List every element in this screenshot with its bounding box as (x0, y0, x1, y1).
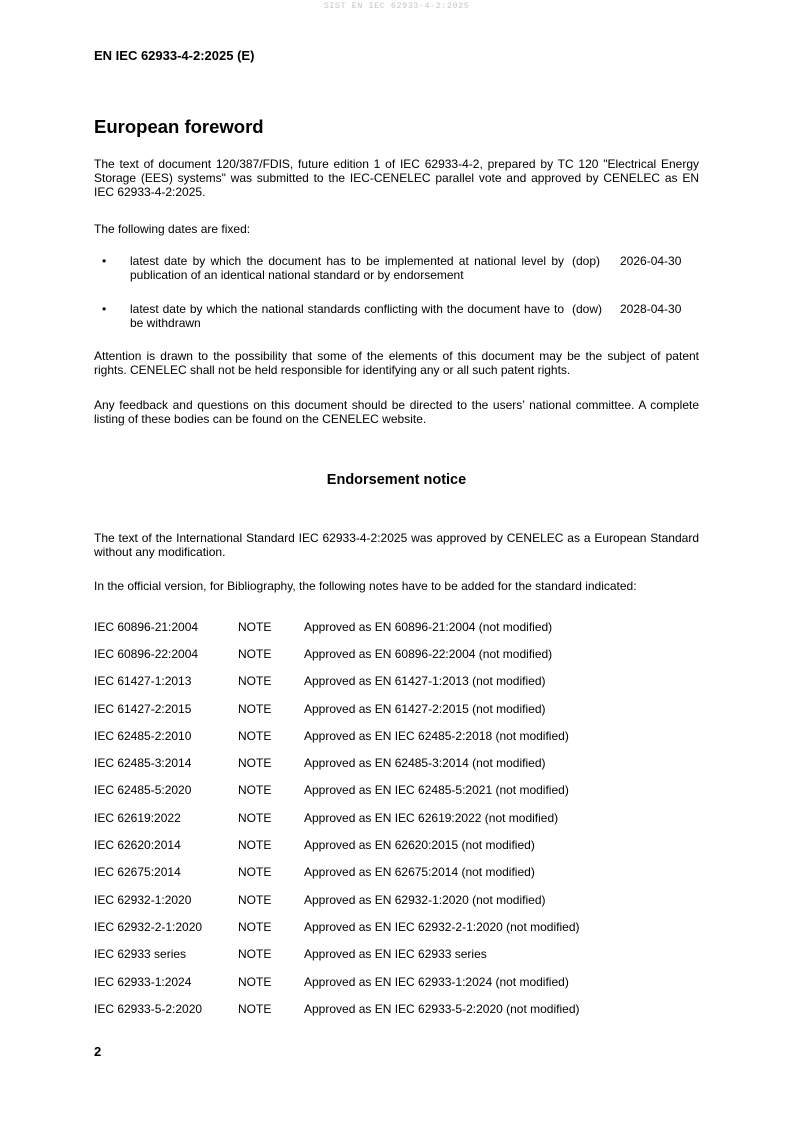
date-item-date: 2028-04-30 (620, 302, 682, 316)
table-row (94, 722, 580, 749)
table-row (94, 913, 580, 940)
standard-ref: IEC 62620:2014 (94, 838, 181, 853)
date-item-code: (dow) (572, 302, 603, 316)
endorsement-text: The text of the International Standard IEC 62933-4-2:2025 was approved by CENELEC as a European Standard without any modification. (94, 531, 699, 559)
note-label: NOTE (238, 892, 272, 907)
note-label: NOTE (238, 646, 272, 661)
note-label: NOTE (238, 701, 272, 716)
note-text: Approved as EN 62675:2014 (not modified) (304, 865, 535, 880)
standard-ref: IEC 62932-1:2020 (94, 892, 192, 907)
standard-ref: IEC 62933-1:2024 (94, 974, 192, 989)
table-row (94, 831, 580, 858)
page-number: 2 (94, 1044, 102, 1059)
note-label: NOTE (238, 865, 272, 880)
date-item-code: (dop) (572, 254, 601, 268)
note-label: NOTE (238, 838, 272, 853)
standard-ref: IEC 62932-2-1:2020 (94, 919, 203, 934)
standard-ref: IEC 60896-22:2004 (94, 646, 199, 661)
note-label: NOTE (238, 919, 272, 934)
note-text: Approved as EN IEC 62933-5-2:2020 (not modified) (304, 1001, 580, 1016)
note-label: NOTE (238, 974, 272, 989)
note-text: Approved as EN IEC 62485-2:2018 (not modified) (304, 728, 569, 743)
table-row (94, 968, 580, 995)
note-text: Approved as EN 62485-3:2014 (not modified) (304, 756, 546, 771)
note-text: Approved as EN IEC 62619:2022 (not modified) (304, 810, 559, 825)
standard-ref: IEC 62933 series (94, 947, 187, 962)
endorsement-title: Endorsement notice (326, 472, 467, 488)
date-item-text: latest date by which the document has to be implemented at national level by publication of an identical national standard or by endorsement (130, 254, 564, 282)
note-label: NOTE (238, 810, 272, 825)
standard-ref: IEC 60896-21:2004 (94, 619, 199, 634)
note-text: Approved as EN 60896-21:2004 (not modified) (304, 619, 553, 634)
table-row (94, 859, 580, 886)
watermark: SIST EN IEC 62933-4-2:2025 (323, 1, 470, 11)
note-text: Approved as EN IEC 62485-5:2021 (not modified) (304, 783, 569, 798)
table-row (94, 804, 580, 831)
table-row (94, 941, 580, 968)
note-text: Approved as EN 61427-2:2015 (not modified) (304, 701, 546, 716)
standard-ref: IEC 61427-1:2013 (94, 674, 192, 689)
note-text: Approved as EN 62620:2015 (not modified) (304, 838, 535, 853)
foreword-intro: The text of document 120/387/FDIS, future edition 1 of IEC 62933-4-2, prepared by TC 120 "Electrical Energy Storage (EES) systems" was submitted to the IEC-CENELEC parallel vote and approved by CENELEC as EN IEC 62933-4-2:2025. (94, 157, 699, 199)
standard-ref: IEC 62485-2:2010 (94, 728, 192, 743)
bibliography-intro: In the official version, for Bibliography, the following notes have to be added for the standard indicated: (94, 579, 637, 593)
note-label: NOTE (238, 783, 272, 798)
table-row (94, 886, 580, 913)
table-row (94, 695, 580, 722)
foreword-title: European foreword (94, 116, 264, 137)
standard-ref: IEC 62933-5-2:2020 (94, 1001, 203, 1016)
note-text: Approved as EN 60896-22:2004 (not modified) (304, 646, 553, 661)
date-item-text: latest date by which the national standards conflicting with the document have to be withdrawn (130, 302, 564, 330)
note-label: NOTE (238, 728, 272, 743)
bibliography-notes-table (94, 613, 580, 1022)
note-label: NOTE (238, 1001, 272, 1016)
standard-ref: IEC 61427-2:2015 (94, 701, 192, 716)
note-label: NOTE (238, 674, 272, 689)
patent-notice: Attention is drawn to the possibility that some of the elements of this document may be the subject of patent rights. CENELEC shall not be held responsible for identifying any or all such patent rights. (94, 349, 699, 377)
note-label: NOTE (238, 756, 272, 771)
standard-ref: IEC 62619:2022 (94, 810, 181, 825)
table-row (94, 613, 580, 640)
table-row (94, 668, 580, 695)
document-id: EN IEC 62933-4-2:2025 (E) (94, 48, 255, 63)
standard-ref: IEC 62485-3:2014 (94, 756, 192, 771)
feedback-notice: Any feedback and questions on this document should be directed to the users’ national committee. A complete listing of these bodies can be found on the CENELEC website. (94, 398, 699, 426)
table-row (94, 640, 580, 667)
table-row (94, 749, 580, 776)
note-text: Approved as EN IEC 62932-2-1:2020 (not modified) (304, 919, 580, 934)
standard-ref: IEC 62675:2014 (94, 865, 181, 880)
note-label: NOTE (238, 947, 272, 962)
table-row (94, 995, 580, 1022)
note-text: Approved as EN IEC 62933 series (304, 947, 487, 962)
bullet-mark: • (102, 302, 107, 316)
note-label: NOTE (238, 619, 272, 634)
standard-ref: IEC 62485-5:2020 (94, 783, 192, 798)
note-text: Approved as EN 61427-1:2013 (not modified) (304, 674, 546, 689)
note-text: Approved as EN IEC 62933-1:2024 (not modified) (304, 974, 569, 989)
bullet-mark: • (102, 254, 107, 268)
dates-intro: The following dates are fixed: (94, 222, 251, 236)
date-item-date: 2026-04-30 (620, 254, 682, 268)
table-row (94, 777, 580, 804)
note-text: Approved as EN 62932-1:2020 (not modified) (304, 892, 546, 907)
